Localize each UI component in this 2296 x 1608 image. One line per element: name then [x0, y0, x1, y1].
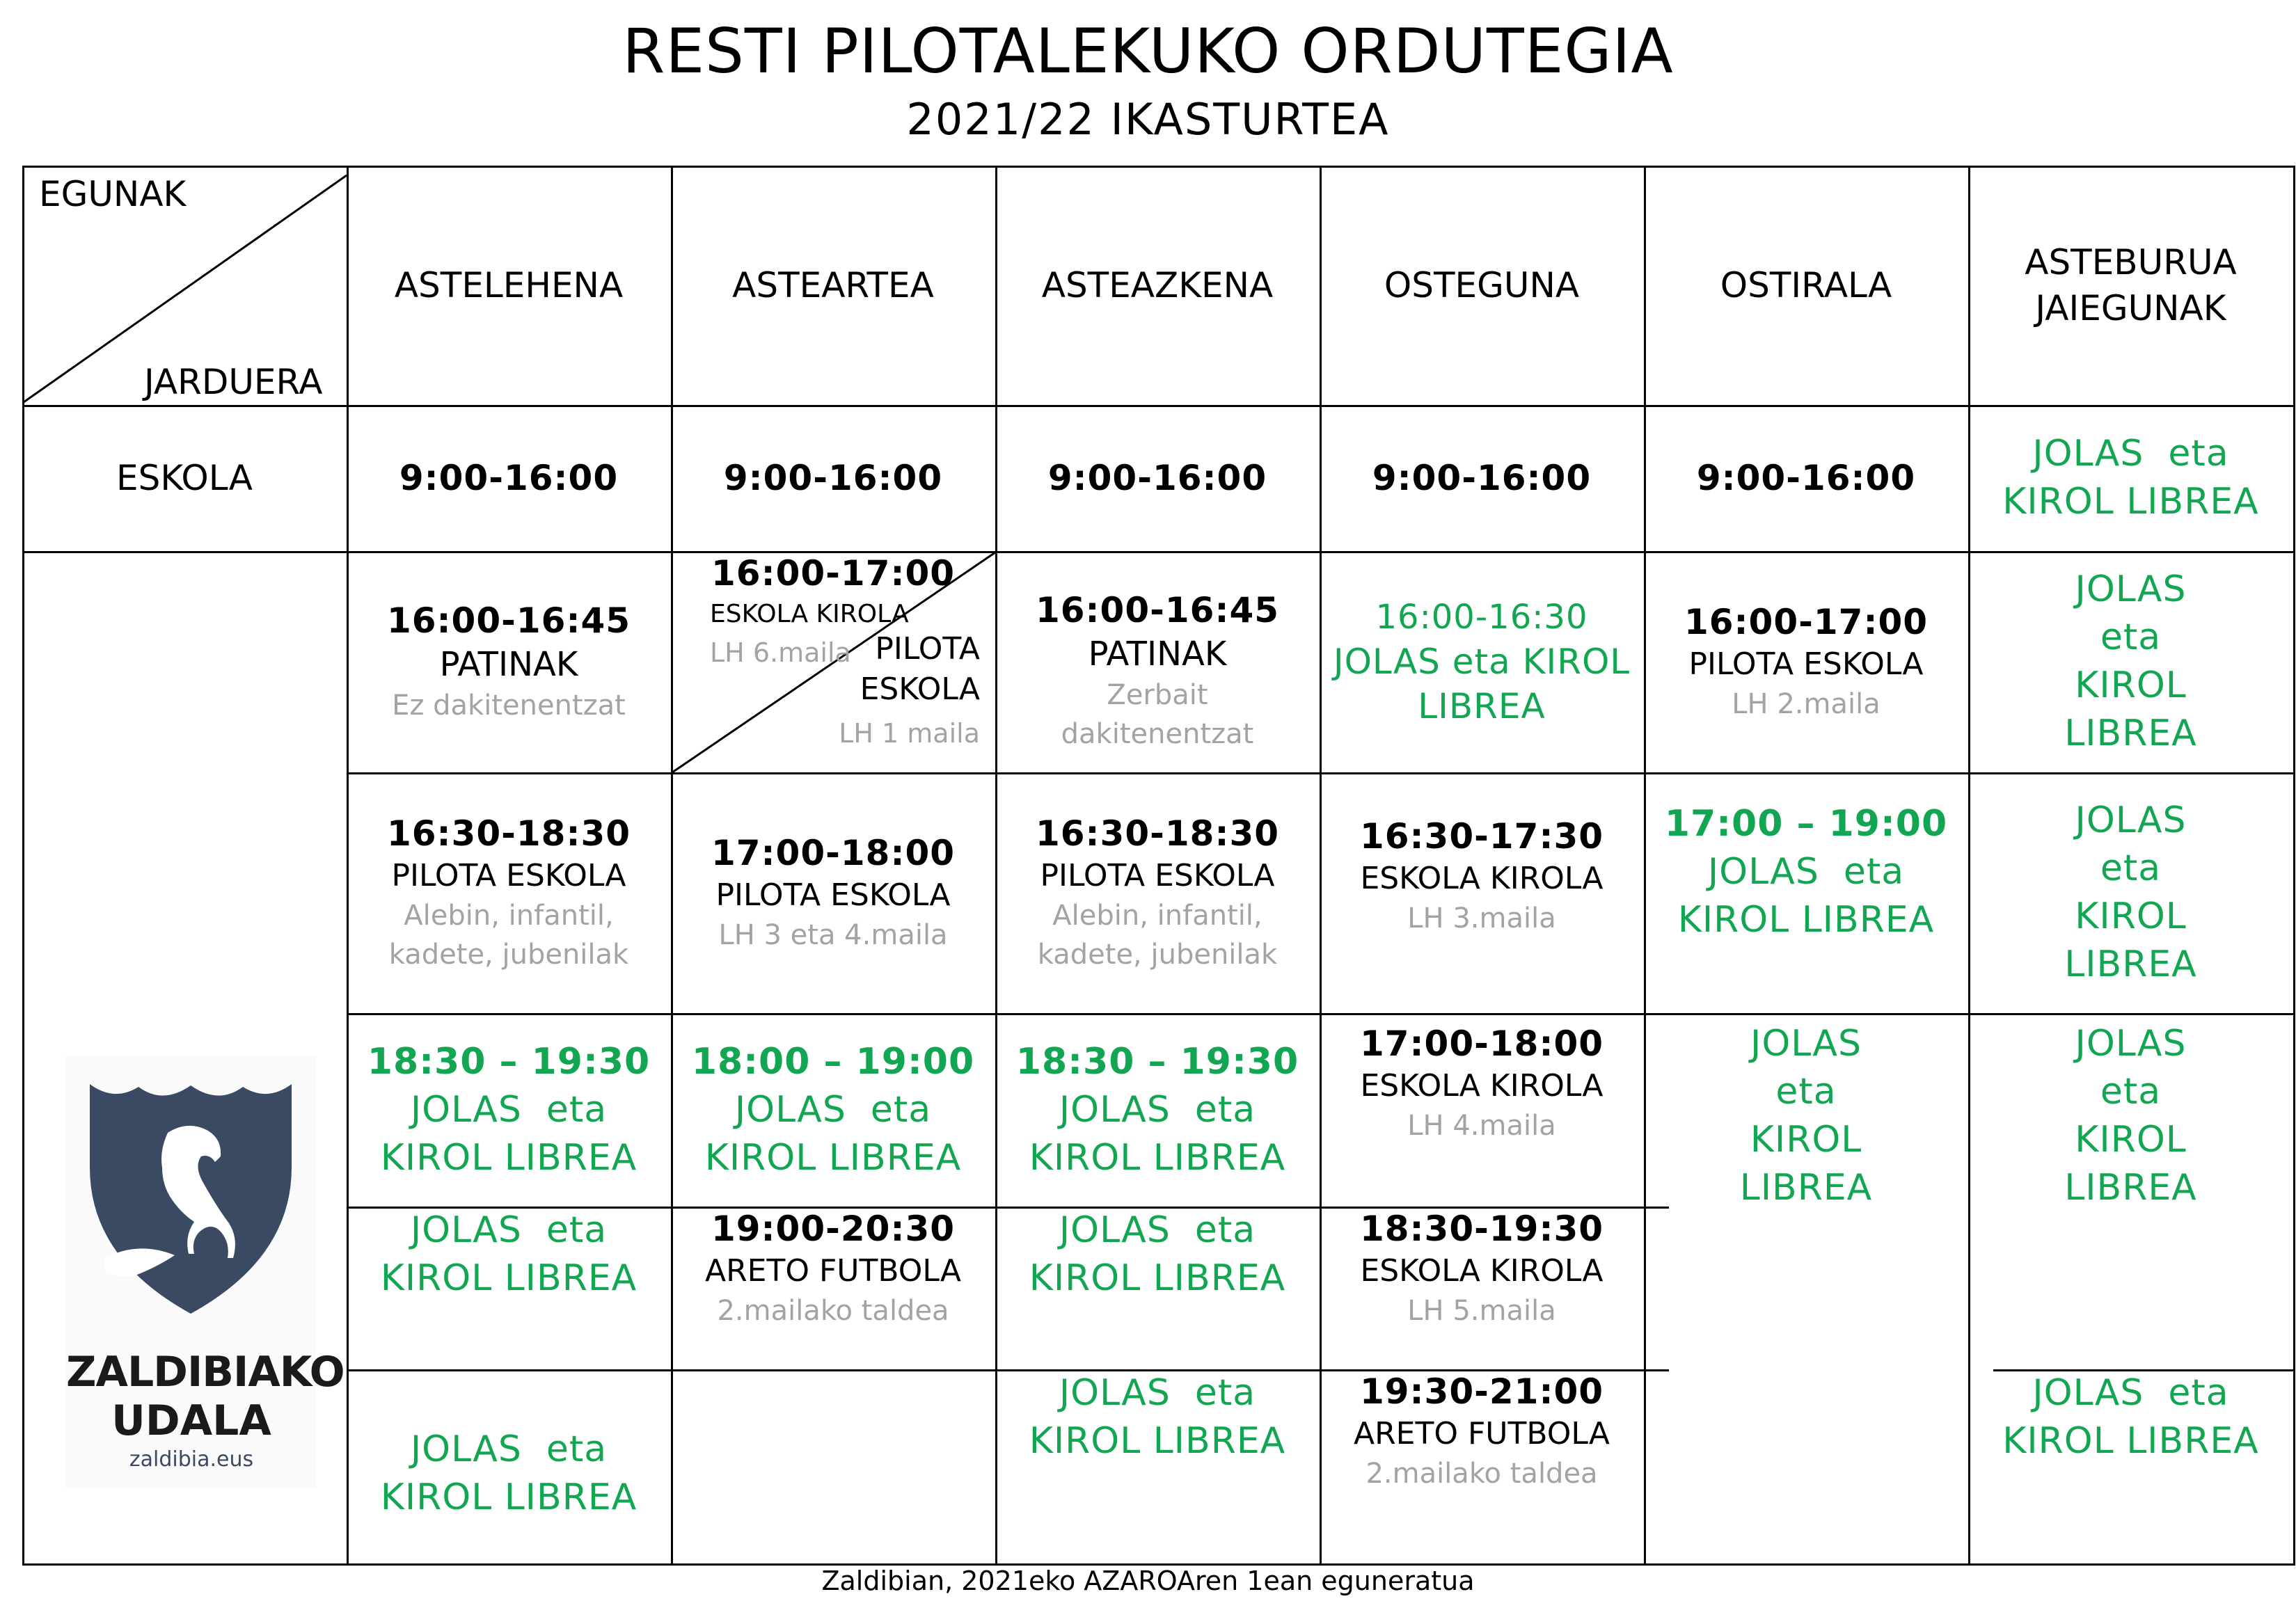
note: LH 1 maila	[839, 718, 980, 749]
free-play-line: JOLAS eta	[410, 1088, 608, 1131]
free-play-line: eta	[1775, 1071, 1837, 1113]
slot3-friday	[1644, 1013, 1968, 1563]
eskola-thursday	[1320, 405, 1644, 551]
eskola-friday	[1644, 405, 1968, 551]
free-play-line: JOLAS	[1750, 1023, 1862, 1065]
free-play-line: eta	[2100, 847, 2162, 889]
slot4-monday	[347, 1207, 671, 1369]
time-range: 19:30-21:00	[1359, 1371, 1604, 1412]
note: LH 3 eta 4.maila	[718, 919, 948, 951]
free-play-line: JOLAS eta	[410, 1209, 608, 1251]
note: dakitenentzat	[1061, 718, 1254, 750]
activity: PILOTA ESKOLA	[1688, 646, 1924, 682]
slot5-tuesday	[671, 1369, 995, 1563]
activity: ESKOLA	[860, 671, 980, 707]
note: Ez dakitenentzat	[392, 690, 626, 722]
page-subtitle: 2021/22 IKASTURTEA	[906, 94, 1390, 145]
free-play-line: KIROL	[2075, 664, 2187, 706]
free-play-line: LIBREA	[1418, 686, 1546, 726]
day-header-monday	[347, 166, 671, 405]
activity: PILOTA ESKOLA	[391, 858, 626, 893]
free-play-line: JOLAS eta	[1707, 851, 1905, 893]
free-play-line: JOLAS	[2075, 1023, 2187, 1065]
note: Alebin, infantil,	[1052, 900, 1262, 932]
row-label: ESKOLA	[116, 458, 253, 498]
time-range: 16:30-18:30	[386, 813, 631, 854]
time-range: 17:00-18:00	[1359, 1024, 1604, 1064]
free-play-line: JOLAS eta	[1059, 1372, 1256, 1414]
activity: ARETO FUTBOLA	[1353, 1416, 1610, 1451]
time-range: 18:00 – 19:00	[691, 1040, 975, 1083]
time-range: 16:00-16:30	[1375, 598, 1588, 637]
day-label: OSTEGUNA	[1384, 265, 1580, 305]
free-play-line: LIBREA	[1739, 1167, 1873, 1209]
row-label-eskola	[22, 405, 347, 551]
activity: ESKOLA KIROLA	[1360, 861, 1604, 896]
corner-activity-label: JARDUERA	[144, 362, 323, 402]
note: LH 6.maila	[710, 637, 851, 668]
slot3-monday	[347, 1013, 671, 1207]
slot3-tuesday	[671, 1013, 995, 1207]
eskola-tuesday	[671, 405, 995, 551]
footer-note: Zaldibian, 2021eko AZAROAren 1ean eguneratua	[821, 1566, 1475, 1596]
note: LH 2.maila	[1732, 688, 1881, 720]
logo-url: zaldibia.eus	[129, 1447, 254, 1472]
free-play-line: JOLAS eta	[734, 1088, 932, 1131]
free-play-line: JOLAS eta	[2032, 433, 2229, 475]
day-label: ASTEAZKENA	[1041, 265, 1274, 305]
slot5-wednesday	[995, 1369, 1320, 1563]
eskola-wednesday	[995, 405, 1320, 551]
activity: PATINAK	[1088, 635, 1227, 674]
free-play-line: KIROL LIBREA	[380, 1136, 638, 1179]
activity: ESKOLA KIROLA	[1360, 1253, 1604, 1289]
time-range: 18:30 – 19:30	[367, 1040, 651, 1083]
schedule-table	[22, 166, 2295, 1566]
slot4-tuesday	[671, 1207, 995, 1369]
corner-days-label: EGUNAK	[39, 174, 187, 214]
logo-name-line: ZALDIBIAKO	[66, 1348, 345, 1396]
free-play-line: KIROL LIBREA	[704, 1136, 962, 1179]
free-play-line: KIROL LIBREA	[380, 1257, 638, 1299]
free-play-line: LIBREA	[2064, 713, 2197, 754]
time-range: 16:00-17:00	[711, 553, 956, 594]
note: 2.mailako taldea	[717, 1295, 949, 1327]
day-header-thursday	[1320, 166, 1644, 405]
time-range: 19:00-20:30	[711, 1209, 956, 1249]
slot4-thursday	[1320, 1207, 1644, 1369]
slot1-friday	[1644, 551, 1968, 772]
time-range: 16:30-18:30	[1035, 813, 1280, 854]
slot2-wednesday	[995, 772, 1320, 1013]
note: LH 4.maila	[1407, 1110, 1556, 1142]
note: LH 3.maila	[1407, 902, 1556, 934]
free-play-line: LIBREA	[2064, 1167, 2197, 1209]
municipality-logo	[66, 1056, 345, 1488]
free-play-line: JOLAS eta	[1059, 1088, 1256, 1131]
slot5-thursday	[1320, 1369, 1644, 1563]
day-header-friday	[1644, 166, 1968, 405]
time-range: 16:00-16:45	[1035, 590, 1280, 630]
slot1-wednesday	[995, 551, 1320, 772]
slot5-monday	[347, 1369, 671, 1563]
free-play-line: KIROL LIBREA	[1029, 1420, 1286, 1462]
activity: ESKOLA KIROLA	[710, 600, 909, 628]
free-play-line: KIROL	[2075, 1119, 2187, 1161]
slot1-weekend	[1968, 551, 2293, 772]
slot2-thursday	[1320, 772, 1644, 1013]
logo-name-line: UDALA	[111, 1396, 271, 1445]
day-label: JAIEGUNAK	[2035, 288, 2226, 328]
slot1-monday	[347, 551, 671, 772]
day-label: ASTEBURUA	[2025, 242, 2237, 282]
slot2-weekend	[1968, 772, 2293, 1013]
note: Alebin, infantil,	[404, 900, 614, 932]
free-play-line: KIROL LIBREA	[1029, 1136, 1286, 1179]
activity: ARETO FUTBOLA	[704, 1253, 962, 1289]
note: kadete, jubenilak	[1037, 939, 1278, 971]
free-play-line: KIROL LIBREA	[1677, 899, 1935, 941]
slot1-thursday	[1320, 551, 1644, 772]
day-header-wednesday	[995, 166, 1320, 405]
time-range: 16:00-16:45	[386, 600, 631, 641]
slot3-thursday	[1320, 1013, 1644, 1207]
free-play-line: eta	[2100, 1071, 2162, 1113]
slot3-weekend	[1968, 1013, 2293, 1369]
time-range: 9:00-16:00	[1047, 458, 1267, 498]
slot4-wednesday	[995, 1207, 1320, 1369]
time-range: 9:00-16:00	[1372, 458, 1592, 498]
time-range: 17:00-18:00	[711, 833, 956, 873]
day-label: OSTIRALA	[1720, 265, 1892, 305]
free-play-line: JOLAS	[2075, 799, 2187, 841]
slot3-wednesday	[995, 1013, 1320, 1207]
note: kadete, jubenilak	[388, 939, 629, 971]
note: Zerbait	[1107, 679, 1208, 711]
free-play-line: KIROL	[1750, 1119, 1862, 1161]
time-range: 16:00-17:00	[1684, 602, 1929, 642]
time-range: 9:00-16:00	[723, 458, 943, 498]
activity: ESKOLA KIROLA	[1360, 1068, 1604, 1104]
free-play-line: eta	[2100, 616, 2162, 658]
note: LH 5.maila	[1407, 1295, 1556, 1327]
free-play-line: LIBREA	[2064, 944, 2197, 985]
slot2-monday	[347, 772, 671, 1013]
free-play-line: JOLAS	[2075, 568, 2187, 610]
activity: PILOTA ESKOLA	[1040, 858, 1275, 893]
page-title: RESTI PILOTALEKUKO ORDUTEGIA	[622, 15, 1674, 87]
grid-line	[2293, 166, 2295, 1566]
free-play-line: KIROL LIBREA	[1029, 1257, 1286, 1299]
horse-shield-icon	[90, 1084, 292, 1314]
time-range: 17:00 – 19:00	[1664, 803, 1948, 845]
activity: PILOTA	[875, 631, 980, 667]
free-play-line: JOLAS eta	[2032, 1372, 2229, 1414]
time-range: 16:30-17:30	[1359, 816, 1604, 857]
day-label: ASTELEHENA	[394, 265, 624, 305]
note: 2.mailako taldea	[1365, 1458, 1598, 1490]
slot1-tuesday	[671, 551, 995, 772]
time-range: 18:30 – 19:30	[1015, 1040, 1299, 1083]
time-range: 9:00-16:00	[1696, 458, 1916, 498]
activity: PILOTA ESKOLA	[715, 877, 951, 913]
slot2-friday	[1644, 772, 1968, 1013]
time-range: 18:30-19:30	[1359, 1209, 1604, 1249]
free-play-line: KIROL LIBREA	[2002, 1420, 2259, 1462]
time-range: 9:00-16:00	[399, 458, 619, 498]
free-play-line: JOLAS eta	[410, 1428, 608, 1470]
day-header-weekend	[1968, 166, 2293, 405]
slot5-weekend	[1968, 1369, 2293, 1563]
free-play-line: JOLAS eta KIROL	[1333, 642, 1631, 682]
eskola-monday	[347, 405, 671, 551]
slot2-tuesday	[671, 772, 995, 1013]
activity: PATINAK	[439, 645, 578, 684]
free-play-line: KIROL	[2075, 895, 2187, 937]
eskola-weekend	[1968, 405, 2293, 551]
day-header-tuesday	[671, 166, 995, 405]
free-play-line: JOLAS eta	[1059, 1209, 1256, 1251]
day-label: ASTEARTEA	[732, 265, 934, 305]
free-play-line: KIROL LIBREA	[380, 1476, 638, 1518]
free-play-line: KIROL LIBREA	[2002, 481, 2259, 523]
